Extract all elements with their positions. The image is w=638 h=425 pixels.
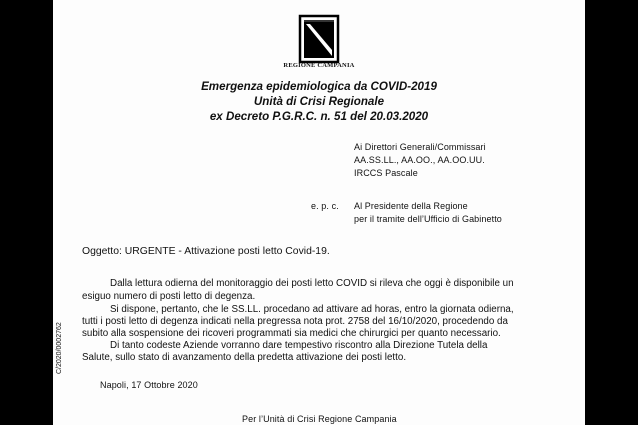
body-p2-line-2: tutti i posti letto di degenza indicati nella pregressa nota prot. 2758 del 16/10/2020, procedendo da — [82, 316, 508, 327]
date-line: Napoli, 17 Ottobre 2020 — [100, 380, 198, 390]
recipient-line-3: IRCCS Pascale — [354, 168, 418, 178]
subject-text: - Attivazione posti letto Covid-19. — [175, 246, 330, 257]
body-p2-line-1: Si dispone, pertanto, che le SS.LL. procedano ad attivare ad horas, entro la giornata odierna, — [110, 304, 514, 315]
epc-label: e. p. c. — [311, 201, 339, 211]
signature-line: Per l’Unità di Crisi Regione Campania — [242, 414, 397, 424]
body-p1-line-1: Dalla lettura odierna del monitoraggio dei posti letto COVID si rileva che oggi è disponibile un — [110, 278, 514, 289]
header-line-1: Emergenza epidemiologica da COVID-2019 — [201, 80, 437, 93]
subject-label: Oggetto: URGENTE — [82, 246, 176, 257]
body-p2-line-3: subito alla sospensione dei ricoveri programmati sia medici che chirurgici per quanto necessario. — [82, 328, 501, 339]
protocol-stamp: C/2020/0002762 — [56, 322, 63, 374]
header-line-3: ex Decreto P.G.R.C. n. 51 del 20.03.2020 — [209, 110, 429, 123]
body-p3-line-1: Di tanto codeste Aziende vorranno dare tempestivo riscontro alla Direzione Tutela della — [110, 340, 488, 351]
recipient-line-1: Ai Direttori Generali/Commissari — [354, 142, 486, 152]
recipient-line-2: AA.SS.LL., AA.OO., AA.OO.UU. — [354, 155, 485, 165]
body-p1-line-2: esiguo numero di posti letto di degenza. — [82, 291, 256, 302]
letter-page — [53, 0, 585, 425]
emblem-caption: REGIONE CAMPANIA — [283, 62, 355, 69]
body-p3-line-2: Salute, sullo stato di avanzamento della predetta attivazione dei posti letto. — [82, 352, 407, 363]
epc-line-2: per il tramite dell’Ufficio di Gabinetto — [354, 214, 502, 224]
header-line-2: Unità di Crisi Regionale — [253, 95, 385, 108]
subject-line — [82, 246, 330, 257]
epc-line-1: Al Presidente della Regione — [354, 201, 468, 211]
